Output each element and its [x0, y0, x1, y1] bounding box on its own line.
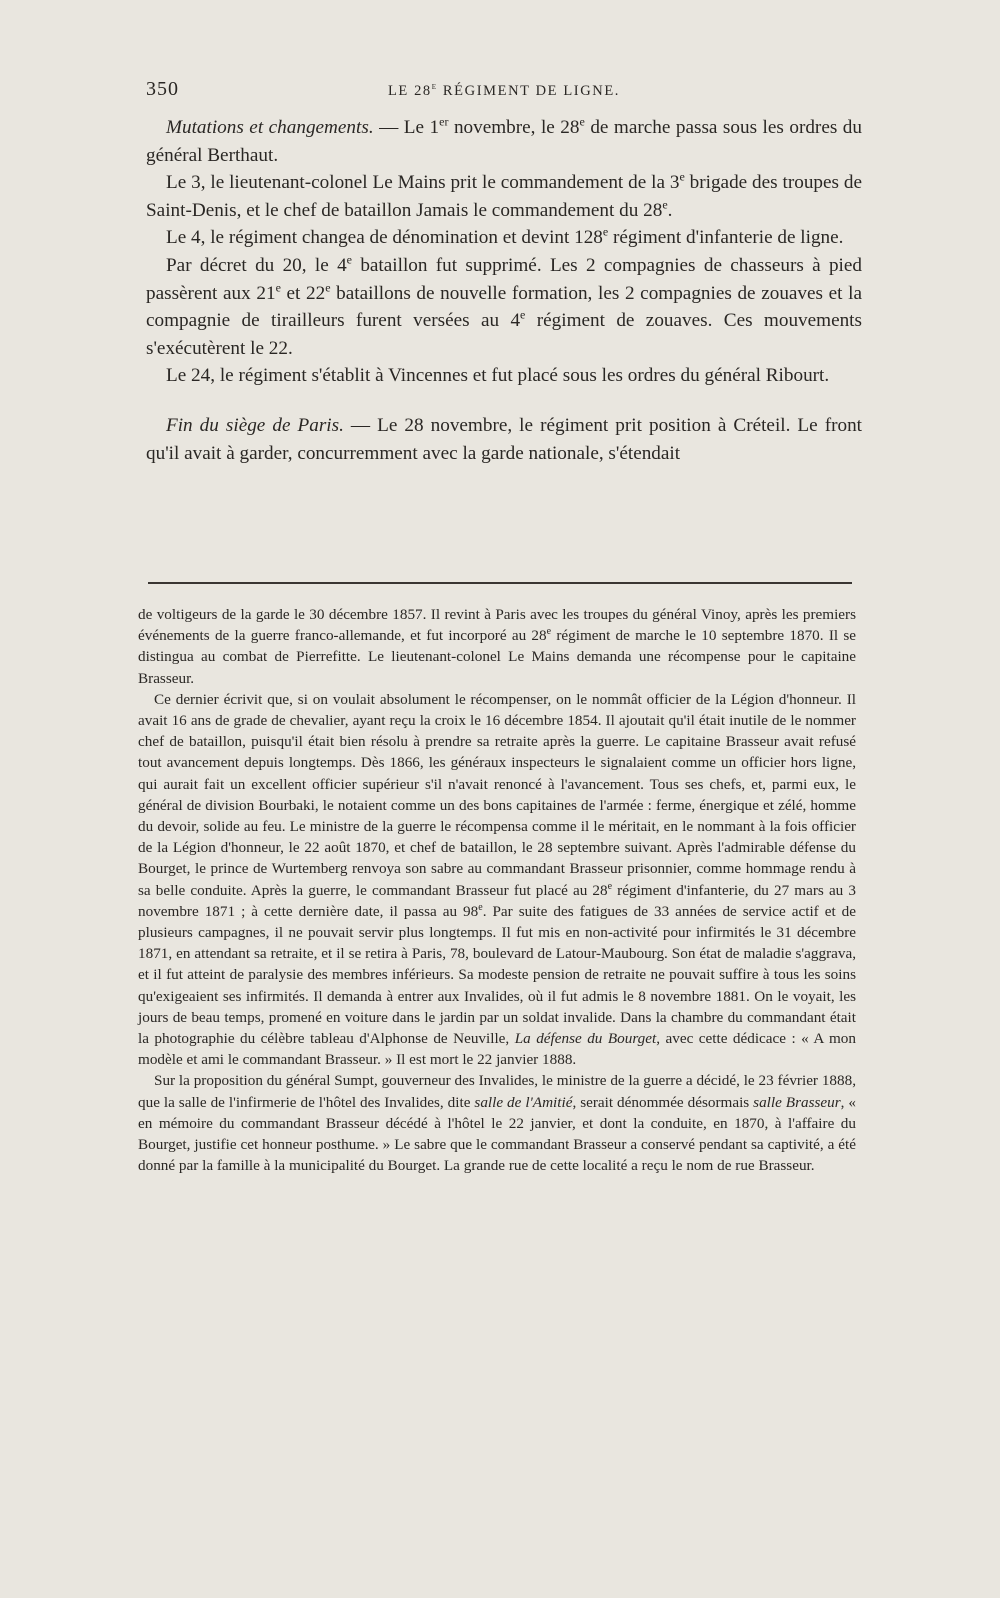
text-run: Sur la proposition du général Sumpt, gouverneur des Invalides, le ministre de la guerre a décidé, le 23 février 1888, que la salle de l'infirmerie de l'hôtel des Invalides, dite [138, 1072, 856, 1111]
text-run: . Par suite des fatigues de 33 années de service actif et de plusieurs campagnes, il ne pouvait servir plus longtemps. Il fut mis en non-activité pour infirmités le 31 décembre 1871, en attendant sa retraite, et il se retira à Paris, 78, boulevard de Latour-Maubourg. Son état de maladie s'aggrava, et il fut atteint de paralysie des membres inférieurs. Sa modeste pension de retraite ne pouvait suffire à tous les soins qu'exigeaient ses infirmités. Il demanda à entrer aux Invalides, où il fut admis le 8 novembre 1881. On le voyait, les jours de beau temps, promené en voiture dans le jardin par un soldat invalide. Dans la chambre du commandant était la photographie du célèbre tableau d'Alphonse de Neuville, [138, 902, 856, 1048]
text-run: — Le 1 [373, 117, 440, 138]
superscript: e [275, 280, 281, 295]
text-run: bataillons de nouvelle formation, les 2 compagnies de zouaves et la compagnie de tirailleurs furent versées au 4 [146, 282, 862, 332]
superscript: e [679, 169, 685, 184]
text-run: Le 4, le régiment changea de dénomination et devint 128 [166, 227, 603, 249]
paragraph-decret [146, 252, 862, 362]
footnote-paragraph-ce-dernier [138, 689, 856, 1071]
superscript: e [602, 224, 609, 239]
running-title [146, 81, 862, 100]
text-run: de voltigeurs de la garde le 30 décembre 1857. Il revint à Paris avec les troupes du général Vinoy, après les premiers événements de la guerre franco-allemande, et fut incorporé au 28 [138, 606, 856, 645]
text-run: brigade des troupes de Saint-Denis, et le chef de bataillon Jamais le commandement du 28 [146, 172, 862, 221]
superscript: er [439, 114, 449, 129]
text-run: , avec cette dédicace : « A mon modèle et ami le commandant Brasseur. » Il est mort le 22 janvier 1888. [138, 1030, 856, 1069]
superscript: e [478, 901, 483, 913]
text-run: régiment de zouaves. Ces mouvements s'exécutèrent le 22. [146, 310, 862, 359]
text-run: régiment de marche le 10 septembre 1870. Il se distingua au combat de Pierrefitte. Le lieutenant-colonel Le Mains demanda une récompense pour le capitaine Brasseur. [138, 627, 856, 687]
text-run: régiment d'infanterie, du 27 mars au 3 novembre 1871 ; à cette dernière date, il passa au 98 [138, 881, 856, 920]
text-run: — Le 28 novembre, le régiment prit position à Créteil. Le front qu'il avait à garder, concurremment avec la garde nationale, s'étendait [146, 414, 863, 464]
section-heading-mutations: Mutations et changements. [166, 117, 374, 138]
text-run: bataillon fut supprimé. Les 2 compagnies de chasseurs à pied passèrent aux 21 [146, 254, 862, 304]
italic-title: salle de l'Amitié [474, 1093, 573, 1111]
superscript: e [662, 197, 668, 212]
page-number: 350 [146, 78, 179, 100]
paragraph-le-4 [146, 224, 862, 252]
text-run: régiment d'infanterie de ligne. [608, 227, 844, 249]
text-run: novembre, le 28 [448, 117, 580, 138]
text-run: Ce dernier écrivit que, si on voulait absolument le récompenser, on le nommât officier de la Légion d'honneur. Il avait 16 ans de grade de chevalier, ayant reçu la croix le 16 décembre 1854. Il ajoutait qu'il était inutile de le nommer chef de bataillon, puisqu'il était bien résolu à prendre sa retraite après la guerre. Le capitaine Brasseur avait refusé tout avancement depuis longtemps. Dès 1866, les généraux inspecteurs le signalaient comme un officier hors ligne, qui aurait fait un excellent officier supérieur s'il n'avait renoncé à l'avancement. Tous ses chefs, et, parmi eux, le général de division Bourbaki, le notaient comme un des bons capitaines de l'armée : ferme, énergique et zélé, homme du devoir, solide au feu. Le ministre de la guerre le récompensa comme il le méritait, en le nommant à la fois officier de la Légion d'honneur, le 22 août 1870, et chef de bataillon, le 28 septembre suivant. Après l'admirable défense du Bourget, le prince de Wurtemberg renvoya son sabre au commandant Brasseur prisonnier, comme hommage rendu à sa belle conduite. Après la guerre, le commandant Brasseur fut placé au 28 [138, 690, 856, 899]
paragraph-fin-du-siege [146, 412, 862, 467]
superscript: e [546, 626, 552, 638]
page-header [146, 78, 862, 102]
text-run: et 22 [280, 282, 326, 304]
text-run: . [667, 199, 673, 221]
main-text [146, 114, 862, 467]
text-run: Par décret du 20, le 4 [166, 254, 347, 276]
italic-title: La défense du Bourget [514, 1030, 657, 1048]
superscript: e [520, 307, 526, 322]
footnote-separator [148, 582, 852, 584]
text-run: Le 3, le lieutenant-colonel Le Mains prit le commandement de la 3 [166, 172, 680, 194]
paragraph-le-3 [146, 169, 862, 224]
superscript: e [325, 280, 331, 295]
running-title-suffix: RÉGIMENT DE LIGNE. [437, 82, 621, 99]
paragraph-le-24: Le 24, le régiment s'établit à Vincennes et fut placé sous les ordres du général Ribourt. [166, 365, 830, 387]
running-title-prefix: LE 28 [387, 82, 432, 99]
superscript: e [607, 880, 613, 892]
section-gap [146, 390, 862, 412]
italic-title: salle Brasseur [753, 1093, 841, 1111]
footnote-text [138, 604, 856, 1176]
paragraph-mutations [146, 114, 862, 169]
text-run: , « en mémoire du commandant Brasseur décédé à l'hôtel le 22 janvier, et dont la conduite, en 1870, à l'affaire du Bourget, justifie cet honneur posthume. » Le sabre que le commandant Brasseur a conservé pendant sa captivité, a été donné par la famille à la municipalité du Bourget. La grande rue de cette localité a reçu le nom de rue Brasseur. [138, 1093, 856, 1175]
text-run: , serait dénommée désormais [572, 1093, 754, 1111]
section-heading-fin-du-siege: Fin du siège de Paris. [166, 414, 344, 436]
text-run: de marche passa sous les ordres du général Berthaut. [146, 117, 862, 166]
superscript: e [346, 252, 352, 267]
running-title-sup: e [431, 81, 438, 92]
superscript: e [579, 114, 585, 129]
footnote-paragraph-voltigeurs [138, 604, 856, 689]
footnote-paragraph-proposition [138, 1070, 856, 1176]
